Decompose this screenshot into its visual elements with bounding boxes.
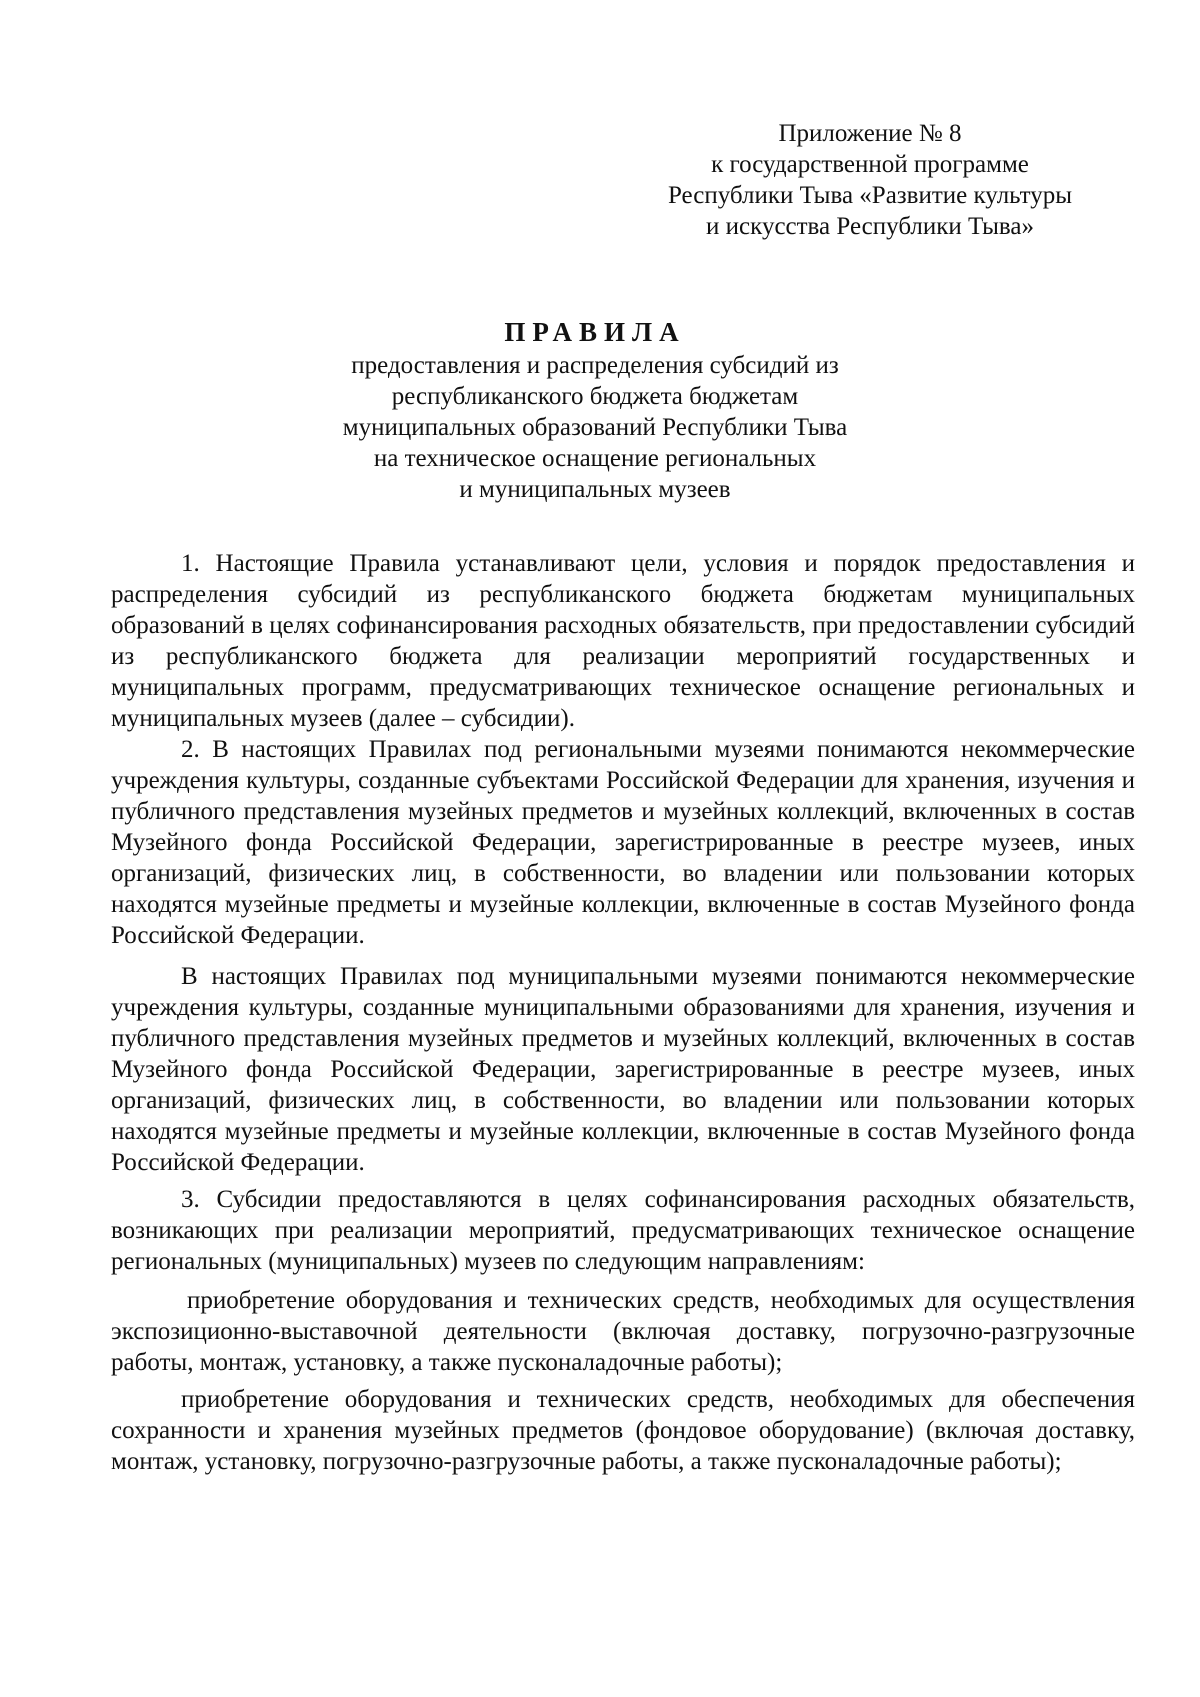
subtitle-line: и муниципальных музеев: [459, 476, 731, 503]
paragraph-1: 1. Настоящие Правила устанавливают цели, условия и порядок предоставления и распределения субсидий из республиканского бюджета бюджетам муниципальных образований в целях софинансирования расходных обязательств, при предоставлении субсидий из республиканского бюджета для реализации мероприятий государственных и муниципальных программ, предусматривающих техническое оснащение региональных и муниципальных музеев (далее – субсидии).: [111, 550, 1135, 732]
annex-program-name-cont: и искусства Республики Тыва»: [706, 213, 1034, 240]
subtitle-line: республиканского бюджета бюджетам: [391, 383, 799, 410]
subtitle-line: предоставления и распределения субсидий из: [351, 352, 839, 379]
annex-number: Приложение № 8: [778, 120, 962, 147]
annex-program-name: Республики Тыва «Развитие культуры: [667, 182, 1073, 209]
subtitle-line: муниципальных образований Республики Тыва: [342, 414, 848, 441]
subtitle-line: на техническое оснащение региональных: [373, 445, 817, 472]
paragraph-5: приобретение оборудования и технических средств, необходимых для осуществления экспозиционно-выставочной деятельности (включая доставку, погрузочно-разгрузочные работы, монтаж, установку, а также пусконаладочные работы);: [111, 1287, 1135, 1376]
paragraph-2: 2. В настоящих Правилах под региональными музеями понимаются некоммерческие учреждения культуры, созданные субъектами Российской Федерации для хранения, изучения и публичного представления музейных предметов и музейных коллекций, включенных в состав Музейного фонда Российской Федерации, зарегистрированные в реестре музеев, иных организаций, физических лиц, в собственности, во владении или пользовании которых находятся музейные предметы и музейные коллекции, включенные в состав Музейного фонда Российской Федерации.: [111, 736, 1135, 949]
document-title: ПРАВИЛА: [504, 317, 686, 347]
annex-header: [600, 118, 1140, 242]
document-body: [111, 548, 1135, 1477]
annex-program: к государственной программе: [711, 151, 1029, 178]
paragraph-6: приобретение оборудования и технических средств, необходимых для обеспечения сохранности и хранения музейных предметов (фондовое оборудование) (включая доставку, монтаж, установку, погрузочно-разгрузочные работы, а также пусконаладочные работы);: [111, 1386, 1135, 1475]
paragraph-3: В настоящих Правилах под муниципальными музеями понимаются некоммерческие учреждения культуры, созданные муниципальными образованиями для хранения, изучения и публичного представления музейных предметов и музейных коллекций, включенных в состав Музейного фонда Российской Федерации, зарегистрированные в реестре музеев, иных организаций, физических лиц, в собственности, во владении или пользовании которых находятся музейные предметы и музейные коллекции, включенные в состав Музейного фонда Российской Федерации.: [111, 963, 1135, 1176]
document-subtitle: [250, 350, 940, 505]
title-block: [250, 314, 940, 505]
paragraph-4: 3. Субсидии предоставляются в целях софинансирования расходных обязательств, возникающих при реализации мероприятий, предусматривающих техническое оснащение региональных (муниципальных) музеев по следующим направлениям:: [111, 1186, 1135, 1275]
